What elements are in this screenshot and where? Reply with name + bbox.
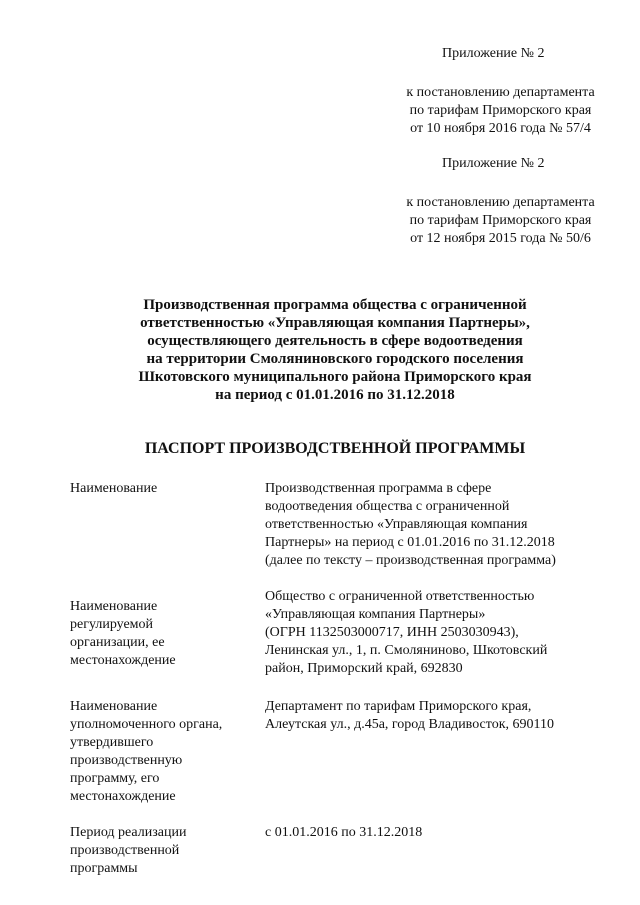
row-name-value — [265, 480, 615, 570]
row-authority-value — [265, 698, 615, 734]
appendix-2-reference — [388, 194, 613, 248]
label-line: Наименование — [70, 481, 158, 496]
program-title-line: осуществляющего деятельность в сфере водоотведения — [147, 333, 523, 349]
appendix-1-title: Приложение № 2 — [442, 46, 545, 61]
appendix-1-line: к постановлению департамента — [406, 85, 595, 100]
value-line: «Управляющая компания Партнеры» — [265, 607, 486, 622]
value-line: с 01.01.2016 по 31.12.2018 — [265, 825, 423, 840]
value-line: Ленинская ул., 1, п. Смоляниново, Шкотовский — [265, 643, 548, 658]
row-period-label — [70, 824, 250, 878]
value-line: (ОГРН 1132503000717, ИНН 2503030943), — [265, 625, 519, 640]
value-line: Алеутская ул., д.45а, город Владивосток, 690110 — [265, 717, 554, 732]
appendix-2-title: Приложение № 2 — [442, 156, 545, 171]
program-title-line: Шкотовского муниципального района Приморского края — [138, 369, 532, 385]
label-line: производственную — [70, 753, 183, 768]
label-line: программу, его — [70, 771, 160, 786]
row-period-value — [265, 824, 615, 842]
label-line: местонахождение — [70, 789, 176, 804]
program-title-line: ответственностью «Управляющая компания Партнеры», — [140, 315, 530, 331]
appendix-1-reference — [388, 84, 613, 138]
value-line: Общество с ограниченной ответственностью — [265, 589, 535, 604]
appendix-2-line: по тарифам Приморского края — [409, 213, 592, 228]
row-name-label — [70, 480, 250, 498]
value-line: ответственностью «Управляющая компания — [265, 517, 528, 532]
appendix-2-line: от 12 ноября 2015 года № 50/6 — [410, 231, 591, 246]
label-line: регулируемой — [70, 617, 154, 632]
appendix-1-line: от 10 ноября 2016 года № 57/4 — [410, 121, 591, 136]
program-title-line: Производственная программа общества с ограниченной — [143, 297, 527, 313]
label-line: программы — [70, 861, 138, 876]
label-line: Наименование — [70, 699, 158, 714]
program-title — [110, 296, 560, 404]
program-title-line: на период с 01.01.2016 по 31.12.2018 — [215, 387, 455, 403]
passport-heading: ПАСПОРТ ПРОИЗВОДСТВЕННОЙ ПРОГРАММЫ — [144, 440, 526, 457]
value-line: (далее по тексту – производственная программа) — [265, 553, 556, 568]
value-line: Производственная программа в сфере — [265, 481, 492, 496]
label-line: Период реализации — [70, 825, 187, 840]
row-organization-value — [265, 588, 615, 678]
value-line: район, Приморский край, 692830 — [265, 661, 463, 676]
label-line: производственной — [70, 843, 180, 858]
appendix-2-line: к постановлению департамента — [406, 195, 595, 210]
appendix-1-line: по тарифам Приморского края — [409, 103, 592, 118]
label-line: утвердившего — [70, 735, 154, 750]
label-line: местонахождение — [70, 653, 176, 668]
row-organization-label — [70, 598, 250, 670]
label-line: уполномоченного органа, — [70, 717, 223, 732]
label-line: Наименование — [70, 599, 158, 614]
value-line: Департамент по тарифам Приморского края, — [265, 699, 532, 714]
value-line: Партнеры» на период с 01.01.2016 по 31.12.2018 — [265, 535, 555, 550]
program-title-line: на территории Смоляниновского городского поселения — [146, 351, 524, 367]
value-line: водоотведения общества с ограниченной — [265, 499, 510, 514]
row-authority-label — [70, 698, 250, 806]
label-line: организации, ее — [70, 635, 165, 650]
